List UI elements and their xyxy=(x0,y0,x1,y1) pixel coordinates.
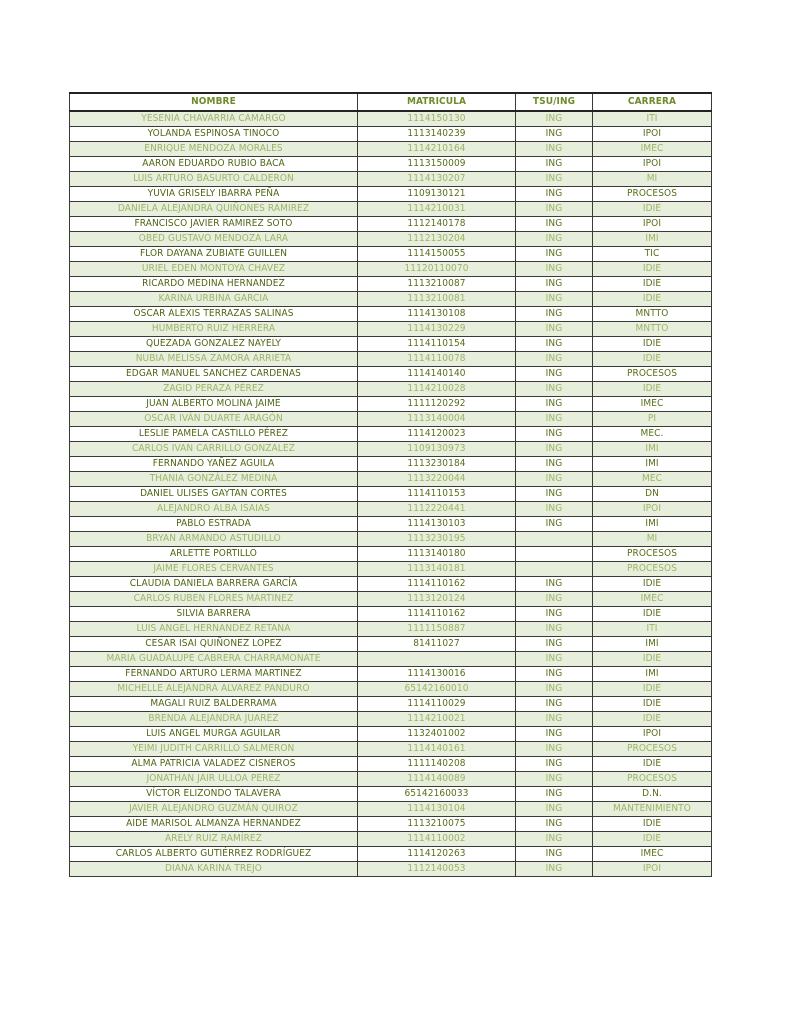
cell-tsu-ing: ING xyxy=(516,111,593,127)
cell-nombre: NUBIA MELISSA ZAMORA ARRIETA xyxy=(70,352,358,367)
cell-nombre: PABLO ESTRADA xyxy=(70,517,358,532)
table-row xyxy=(70,652,712,667)
cell-matricula: 1114110154 xyxy=(358,337,516,352)
cell-nombre: JAVIER ALEJANDRO GUZMÁN QUIROZ xyxy=(70,802,358,817)
header-row xyxy=(70,93,712,111)
cell-tsu-ing: ING xyxy=(516,487,593,502)
cell-nombre: THANIA GONZÁLEZ MEDINA xyxy=(70,472,358,487)
cell-tsu-ing: ING xyxy=(516,757,593,772)
header-nombre: NOMBRE xyxy=(70,93,358,111)
cell-matricula: 1113210075 xyxy=(358,817,516,832)
table-row xyxy=(70,397,712,412)
cell-tsu-ing: ING xyxy=(516,652,593,667)
cell-matricula: 1113220044 xyxy=(358,472,516,487)
table-row xyxy=(70,757,712,772)
cell-tsu-ing: ING xyxy=(516,667,593,682)
cell-tsu-ing: ING xyxy=(516,682,593,697)
cell-nombre: BRENDA ALEJANDRA JUAREZ xyxy=(70,712,358,727)
table-row xyxy=(70,127,712,142)
cell-matricula: 1114130108 xyxy=(358,307,516,322)
cell-carrera: IDIE xyxy=(593,607,712,622)
cell-carrera: IDIE xyxy=(593,757,712,772)
cell-carrera: D.N. xyxy=(593,787,712,802)
roster-body xyxy=(70,111,712,877)
cell-nombre: YESENIA CHAVARRIA CAMARGO xyxy=(70,111,358,127)
cell-tsu-ing: ING xyxy=(516,772,593,787)
cell-tsu-ing: ING xyxy=(516,367,593,382)
cell-tsu-ing: ING xyxy=(516,157,593,172)
table-row xyxy=(70,202,712,217)
cell-matricula: 1114140140 xyxy=(358,367,516,382)
cell-matricula: 1113140181 xyxy=(358,562,516,577)
table-row xyxy=(70,727,712,742)
cell-matricula: 65142160033 xyxy=(358,787,516,802)
cell-carrera: IDIE xyxy=(593,382,712,397)
cell-tsu-ing xyxy=(516,562,593,577)
table-row xyxy=(70,832,712,847)
cell-nombre: EDGAR MANUEL SANCHEZ CARDENAS xyxy=(70,367,358,382)
cell-carrera: IPOI xyxy=(593,217,712,232)
cell-nombre: CARLOS IVAN CARRILLO GONZALEZ xyxy=(70,442,358,457)
cell-matricula: 1113230184 xyxy=(358,457,516,472)
cell-matricula: 1114110078 xyxy=(358,352,516,367)
cell-nombre: JUAN ALBERTO MOLINA JAIME xyxy=(70,397,358,412)
cell-nombre: ARELY RUIZ RAMÍREZ xyxy=(70,832,358,847)
cell-tsu-ing: ING xyxy=(516,502,593,517)
table-row xyxy=(70,277,712,292)
table-row xyxy=(70,592,712,607)
cell-tsu-ing: ING xyxy=(516,832,593,847)
cell-tsu-ing: ING xyxy=(516,127,593,142)
cell-carrera: IMEC xyxy=(593,592,712,607)
cell-carrera: DN xyxy=(593,487,712,502)
cell-matricula: 1114110162 xyxy=(358,577,516,592)
cell-carrera: MNTTO xyxy=(593,307,712,322)
cell-matricula: 1113140239 xyxy=(358,127,516,142)
cell-nombre: LUIS ANGEL HERNANDEZ RETANA xyxy=(70,622,358,637)
table-row xyxy=(70,517,712,532)
table-row xyxy=(70,772,712,787)
cell-carrera: IMEC xyxy=(593,847,712,862)
cell-nombre: VÍCTOR ELIZONDO TALAVERA xyxy=(70,787,358,802)
cell-matricula: 1112130204 xyxy=(358,232,516,247)
cell-nombre: RICARDO MEDINA HERNANDEZ xyxy=(70,277,358,292)
cell-nombre: DIANA KARINA TREJO xyxy=(70,862,358,877)
cell-matricula: 1113140180 xyxy=(358,547,516,562)
cell-matricula: 65142160010 xyxy=(358,682,516,697)
table-row xyxy=(70,352,712,367)
cell-matricula: 1109130121 xyxy=(358,187,516,202)
cell-carrera: MI xyxy=(593,172,712,187)
cell-carrera: IDIE xyxy=(593,817,712,832)
cell-tsu-ing: ING xyxy=(516,247,593,262)
cell-matricula: 1114140161 xyxy=(358,742,516,757)
cell-tsu-ing: ING xyxy=(516,337,593,352)
cell-tsu-ing: ING xyxy=(516,232,593,247)
cell-nombre: OSCAR ALEXIS TERRAZAS SALINAS xyxy=(70,307,358,322)
cell-tsu-ing: ING xyxy=(516,862,593,877)
cell-tsu-ing: ING xyxy=(516,427,593,442)
cell-matricula: 1114120263 xyxy=(358,847,516,862)
cell-carrera: PROCESOS xyxy=(593,187,712,202)
cell-carrera: IDIE xyxy=(593,202,712,217)
table-row xyxy=(70,817,712,832)
table-row xyxy=(70,157,712,172)
cell-matricula: 1114110029 xyxy=(358,697,516,712)
cell-carrera: IPOI xyxy=(593,157,712,172)
cell-matricula: 1114150130 xyxy=(358,111,516,127)
table-row xyxy=(70,367,712,382)
cell-carrera: PROCESOS xyxy=(593,562,712,577)
cell-matricula: 1112140053 xyxy=(358,862,516,877)
cell-tsu-ing: ING xyxy=(516,307,593,322)
table-row xyxy=(70,187,712,202)
cell-nombre: DANIELA ALEJANDRA QUIÑONES RAMIREZ xyxy=(70,202,358,217)
cell-nombre: MICHELLE ALEJANDRA ALVAREZ PANDURO xyxy=(70,682,358,697)
cell-nombre: OSCAR IVÁN DUARTE ARAGÓN xyxy=(70,412,358,427)
cell-nombre: ZAGID PERAZA PÉREZ xyxy=(70,382,358,397)
cell-matricula: 1114140089 xyxy=(358,772,516,787)
cell-nombre: CARLOS RUBEN FLORES MARTINEZ xyxy=(70,592,358,607)
cell-nombre: LUIS ARTURO BASURTO CALDERON xyxy=(70,172,358,187)
table-row xyxy=(70,622,712,637)
cell-carrera: PROCESOS xyxy=(593,367,712,382)
cell-tsu-ing: ING xyxy=(516,442,593,457)
cell-matricula: 1114130103 xyxy=(358,517,516,532)
table-row xyxy=(70,337,712,352)
cell-nombre: LESLIE PAMELA CASTILLO PÉREZ xyxy=(70,427,358,442)
cell-tsu-ing: ING xyxy=(516,577,593,592)
table-row xyxy=(70,487,712,502)
header-carrera: CARRERA xyxy=(593,93,712,111)
cell-nombre: DANIEL ULISES GAYTAN CORTES xyxy=(70,487,358,502)
cell-tsu-ing: ING xyxy=(516,517,593,532)
cell-nombre: CARLOS ALBERTO GUTIÉRREZ RODRÍGUEZ xyxy=(70,847,358,862)
cell-carrera: PROCESOS xyxy=(593,547,712,562)
cell-nombre: ALMA PATRICIA VALADEZ CISNEROS xyxy=(70,757,358,772)
cell-tsu-ing: ING xyxy=(516,397,593,412)
cell-tsu-ing: ING xyxy=(516,382,593,397)
cell-carrera: IPOI xyxy=(593,727,712,742)
cell-carrera: IDIE xyxy=(593,292,712,307)
cell-matricula: 1114210031 xyxy=(358,202,516,217)
cell-carrera: IDIE xyxy=(593,262,712,277)
cell-matricula: 1111140208 xyxy=(358,757,516,772)
cell-nombre: SILVIA BARRERA xyxy=(70,607,358,622)
table-row xyxy=(70,532,712,547)
cell-matricula: 1132401002 xyxy=(358,727,516,742)
cell-matricula: 11120110070 xyxy=(358,262,516,277)
cell-nombre: JONATHAN JAIR ULLOA PEREZ xyxy=(70,772,358,787)
cell-nombre: AIDE MARISOL ALMANZA HERNANDEZ xyxy=(70,817,358,832)
cell-nombre: FRANCISCO JAVIER RAMIREZ SOTO xyxy=(70,217,358,232)
table-row xyxy=(70,682,712,697)
table-row xyxy=(70,111,712,127)
cell-tsu-ing: ING xyxy=(516,727,593,742)
table-row xyxy=(70,547,712,562)
cell-tsu-ing: ING xyxy=(516,187,593,202)
cell-nombre: QUEZADA GONZALEZ NAYELY xyxy=(70,337,358,352)
cell-carrera: IMI xyxy=(593,457,712,472)
cell-nombre: CLAUDIA DANIELA BARRERA GARCÍA xyxy=(70,577,358,592)
table-row xyxy=(70,307,712,322)
cell-nombre: OBED GUSTAVO MENDOZA LARA xyxy=(70,232,358,247)
cell-matricula: 81411027 xyxy=(358,637,516,652)
cell-nombre: MARIA GUADALUPE CABRERA CHARRAMONATE xyxy=(70,652,358,667)
cell-tsu-ing: ING xyxy=(516,607,593,622)
cell-nombre: MAGALI RUIZ BALDERRAMA xyxy=(70,697,358,712)
cell-tsu-ing xyxy=(516,532,593,547)
cell-matricula: 1114110153 xyxy=(358,487,516,502)
cell-carrera: PROCESOS xyxy=(593,772,712,787)
cell-carrera: IMEC xyxy=(593,397,712,412)
student-roster-table xyxy=(69,92,712,877)
cell-matricula: 1114130229 xyxy=(358,322,516,337)
table-row xyxy=(70,427,712,442)
cell-carrera: IPOI xyxy=(593,502,712,517)
table-row xyxy=(70,742,712,757)
cell-carrera: IMI xyxy=(593,232,712,247)
cell-tsu-ing: ING xyxy=(516,622,593,637)
cell-carrera: IMI xyxy=(593,667,712,682)
table-row xyxy=(70,142,712,157)
cell-matricula: 1113120124 xyxy=(358,592,516,607)
table-row xyxy=(70,637,712,652)
table-row xyxy=(70,472,712,487)
cell-nombre: URIEL EDEN MONTOYA CHAVEZ xyxy=(70,262,358,277)
cell-nombre: AARON EDUARDO RUBIO BACA xyxy=(70,157,358,172)
cell-matricula: 1109130973 xyxy=(358,442,516,457)
cell-nombre: YOLANDA ESPINOSA TINOCO xyxy=(70,127,358,142)
table-row xyxy=(70,232,712,247)
cell-tsu-ing: ING xyxy=(516,817,593,832)
cell-carrera: IDIE xyxy=(593,277,712,292)
cell-nombre: FLOR DAYANA ZUBIATE GUILLEN xyxy=(70,247,358,262)
header-tsu-ing: TSU/ING xyxy=(516,93,593,111)
table-row xyxy=(70,262,712,277)
cell-matricula: 1112220441 xyxy=(358,502,516,517)
cell-matricula: 1114130104 xyxy=(358,802,516,817)
table-row xyxy=(70,862,712,877)
cell-carrera: IPOI xyxy=(593,127,712,142)
header-matricula: MATRICULA xyxy=(358,93,516,111)
cell-carrera: PI xyxy=(593,412,712,427)
cell-carrera: MEC xyxy=(593,472,712,487)
table-row xyxy=(70,217,712,232)
cell-tsu-ing: ING xyxy=(516,457,593,472)
cell-matricula: 1114210164 xyxy=(358,142,516,157)
cell-carrera: IDIE xyxy=(593,337,712,352)
cell-nombre: FERNANDO ARTURO LERMA MARTINEZ xyxy=(70,667,358,682)
cell-matricula: 1114210028 xyxy=(358,382,516,397)
cell-carrera: IPOI xyxy=(593,862,712,877)
table-row xyxy=(70,247,712,262)
table-row xyxy=(70,697,712,712)
cell-tsu-ing: ING xyxy=(516,847,593,862)
cell-carrera: IDIE xyxy=(593,652,712,667)
cell-tsu-ing: ING xyxy=(516,142,593,157)
cell-matricula: 1114130207 xyxy=(358,172,516,187)
cell-carrera: ITI xyxy=(593,111,712,127)
table-row xyxy=(70,667,712,682)
cell-carrera: IDIE xyxy=(593,682,712,697)
table-row xyxy=(70,502,712,517)
cell-tsu-ing: ING xyxy=(516,697,593,712)
table-row xyxy=(70,382,712,397)
table-row xyxy=(70,322,712,337)
table-row xyxy=(70,412,712,427)
cell-carrera: IDIE xyxy=(593,832,712,847)
cell-tsu-ing: ING xyxy=(516,592,593,607)
cell-nombre: YUVIA GRISELY IBARRA PEÑA xyxy=(70,187,358,202)
cell-matricula: 1111120292 xyxy=(358,397,516,412)
cell-tsu-ing: ING xyxy=(516,262,593,277)
cell-matricula: 1114110162 xyxy=(358,607,516,622)
cell-nombre: FERNANDO YAÑEZ AGUILA xyxy=(70,457,358,472)
cell-matricula: 1114120023 xyxy=(358,427,516,442)
cell-nombre: ENRIQUE MENDOZA MORALES xyxy=(70,142,358,157)
cell-matricula: 1113140004 xyxy=(358,412,516,427)
cell-carrera: TIC xyxy=(593,247,712,262)
cell-matricula: 1113210087 xyxy=(358,277,516,292)
cell-tsu-ing: ING xyxy=(516,742,593,757)
cell-nombre: ARLETTE PORTILLO xyxy=(70,547,358,562)
cell-carrera: IDIE xyxy=(593,352,712,367)
cell-tsu-ing: ING xyxy=(516,352,593,367)
cell-nombre: CESAR ISAI QUIÑONEZ LOPEZ xyxy=(70,637,358,652)
cell-tsu-ing xyxy=(516,547,593,562)
cell-carrera: IMEC xyxy=(593,142,712,157)
cell-tsu-ing: ING xyxy=(516,787,593,802)
table-row xyxy=(70,442,712,457)
cell-nombre: HUMBERTO RUIZ HERRERA xyxy=(70,322,358,337)
cell-tsu-ing: ING xyxy=(516,217,593,232)
cell-matricula: 1113230195 xyxy=(358,532,516,547)
cell-matricula: 1114210021 xyxy=(358,712,516,727)
cell-matricula: 1112140178 xyxy=(358,217,516,232)
table-row xyxy=(70,457,712,472)
cell-nombre: BRYAN ARMANDO ASTUDILLO xyxy=(70,532,358,547)
cell-tsu-ing: ING xyxy=(516,172,593,187)
cell-tsu-ing: ING xyxy=(516,802,593,817)
cell-matricula: 1114150055 xyxy=(358,247,516,262)
cell-matricula: 1114110002 xyxy=(358,832,516,847)
cell-carrera: IDIE xyxy=(593,577,712,592)
table-row xyxy=(70,562,712,577)
table-row xyxy=(70,802,712,817)
cell-carrera: IDIE xyxy=(593,697,712,712)
cell-nombre: JAIME FLORES CERVANTES xyxy=(70,562,358,577)
table-row xyxy=(70,847,712,862)
table-row xyxy=(70,292,712,307)
cell-carrera: MNTTO xyxy=(593,322,712,337)
cell-nombre: LUIS ANGEL MURGA AGUILAR xyxy=(70,727,358,742)
table-row xyxy=(70,607,712,622)
cell-tsu-ing: ING xyxy=(516,277,593,292)
cell-tsu-ing: ING xyxy=(516,412,593,427)
cell-tsu-ing: ING xyxy=(516,712,593,727)
cell-tsu-ing: ING xyxy=(516,472,593,487)
cell-carrera: MI xyxy=(593,532,712,547)
cell-carrera: IMI xyxy=(593,517,712,532)
cell-carrera: IMI xyxy=(593,637,712,652)
cell-tsu-ing: ING xyxy=(516,202,593,217)
table-row xyxy=(70,787,712,802)
table-row xyxy=(70,712,712,727)
cell-nombre: YEIMI JUDITH CARRILLO SALMERON xyxy=(70,742,358,757)
table-row xyxy=(70,577,712,592)
cell-tsu-ing: ING xyxy=(516,322,593,337)
cell-matricula: 1114130016 xyxy=(358,667,516,682)
cell-matricula: 1113150009 xyxy=(358,157,516,172)
cell-matricula xyxy=(358,652,516,667)
cell-carrera: ITI xyxy=(593,622,712,637)
cell-carrera: MANTENIMIENTO xyxy=(593,802,712,817)
cell-carrera: PROCESOS xyxy=(593,742,712,757)
cell-carrera: MEC. xyxy=(593,427,712,442)
cell-carrera: IMI xyxy=(593,442,712,457)
cell-matricula: 1113210081 xyxy=(358,292,516,307)
cell-matricula: 1111150887 xyxy=(358,622,516,637)
cell-tsu-ing: ING xyxy=(516,292,593,307)
cell-tsu-ing: ING xyxy=(516,637,593,652)
cell-nombre: KARINA URBINA GARCIA xyxy=(70,292,358,307)
cell-carrera: IDIE xyxy=(593,712,712,727)
table-row xyxy=(70,172,712,187)
cell-nombre: ALEJANDRO ALBA ISAIAS xyxy=(70,502,358,517)
